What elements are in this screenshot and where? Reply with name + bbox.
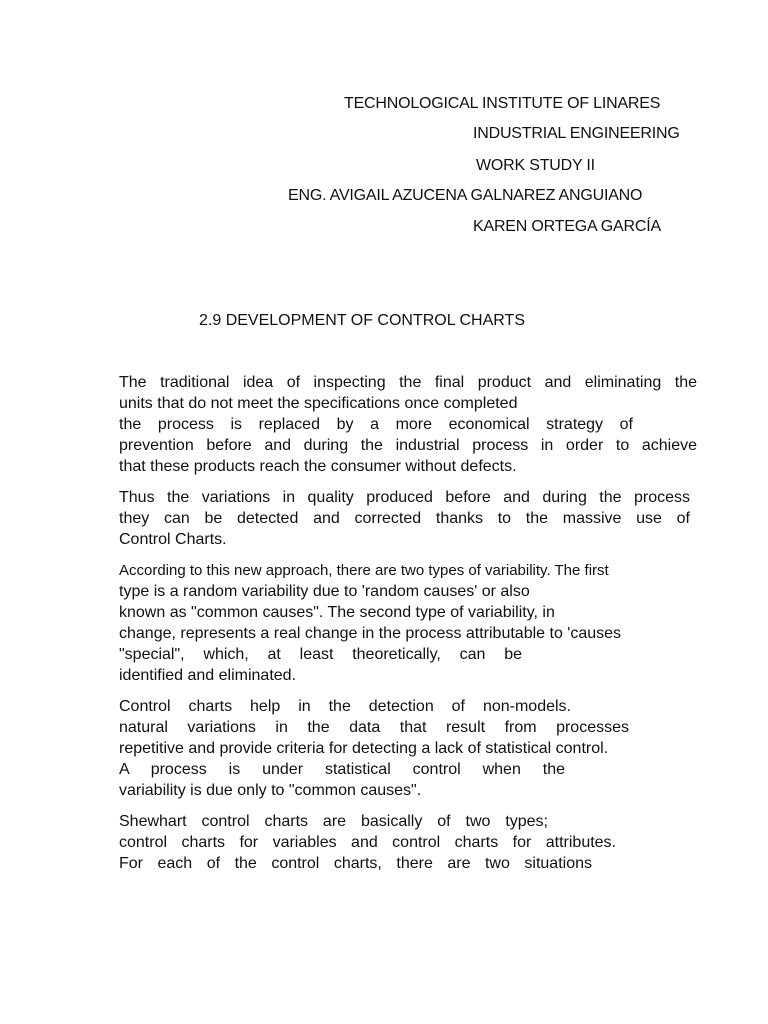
paragraph-line: prevention before and during the industrial process in order to achieve	[119, 437, 697, 454]
paragraph-3	[119, 560, 689, 686]
paragraph-line: control charts for variables and control charts for attributes.	[119, 834, 616, 851]
program-name: INDUSTRIAL ENGINEERING	[473, 125, 680, 142]
paragraph-line: type is a random variability due to 'random causes' or also	[119, 583, 530, 600]
paragraph-line: identified and eliminated.	[119, 667, 297, 684]
paragraph-line: Thus the variations in quality produced before and during the process	[119, 489, 690, 506]
teacher-name: ENG. AVIGAIL AZUCENA GALNAREZ ANGUIANO	[288, 187, 643, 204]
paragraph-2	[119, 487, 690, 550]
course-name: WORK STUDY II	[476, 157, 595, 174]
section-title: 2.9 DEVELOPMENT OF CONTROL CHARTS	[199, 312, 525, 329]
paragraph-line: For each of the control charts, there are two situations	[119, 855, 592, 872]
paragraph-line: change, represents a real change in the process attributable to 'causes	[119, 625, 622, 642]
paragraph-1	[119, 372, 697, 477]
paragraph-line: known as "common causes". The second type of variability, in	[119, 604, 555, 621]
paragraph-line: Control charts help in the detection of non-models.	[119, 698, 571, 715]
paragraph-5	[119, 811, 616, 874]
paragraph-line: the process is replaced by a more economical strategy of	[119, 416, 633, 433]
paragraph-line: The traditional idea of inspecting the final product and eliminating the	[119, 374, 697, 391]
paragraph-line: Shewhart control charts are basically of two types;	[119, 813, 548, 830]
paragraph-line: units that do not meet the specifications once completed	[119, 395, 518, 412]
student-name: KAREN ORTEGA GARCÍA	[473, 218, 661, 235]
paragraph-line: variability is due only to "common causes".	[119, 782, 422, 799]
paragraph-line: A process is under statistical control when the	[119, 761, 565, 778]
paragraph-line: According to this new approach, there are two types of variability. The first	[119, 562, 609, 579]
paragraph-line: they can be detected and corrected thanks to the massive use of	[119, 510, 690, 527]
paragraph-line: repetitive and provide criteria for detecting a lack of statistical control.	[119, 740, 609, 757]
paragraph-4	[119, 696, 670, 801]
paragraph-line: "special", which, at least theoretically, can be	[119, 646, 522, 663]
paragraph-line: that these products reach the consumer without defects.	[119, 458, 517, 475]
paragraph-line: Control Charts.	[119, 531, 227, 548]
institute-name: TECHNOLOGICAL INSTITUTE OF LINARES	[344, 95, 661, 112]
paragraph-line: natural variations in the data that result from processes	[119, 719, 629, 736]
